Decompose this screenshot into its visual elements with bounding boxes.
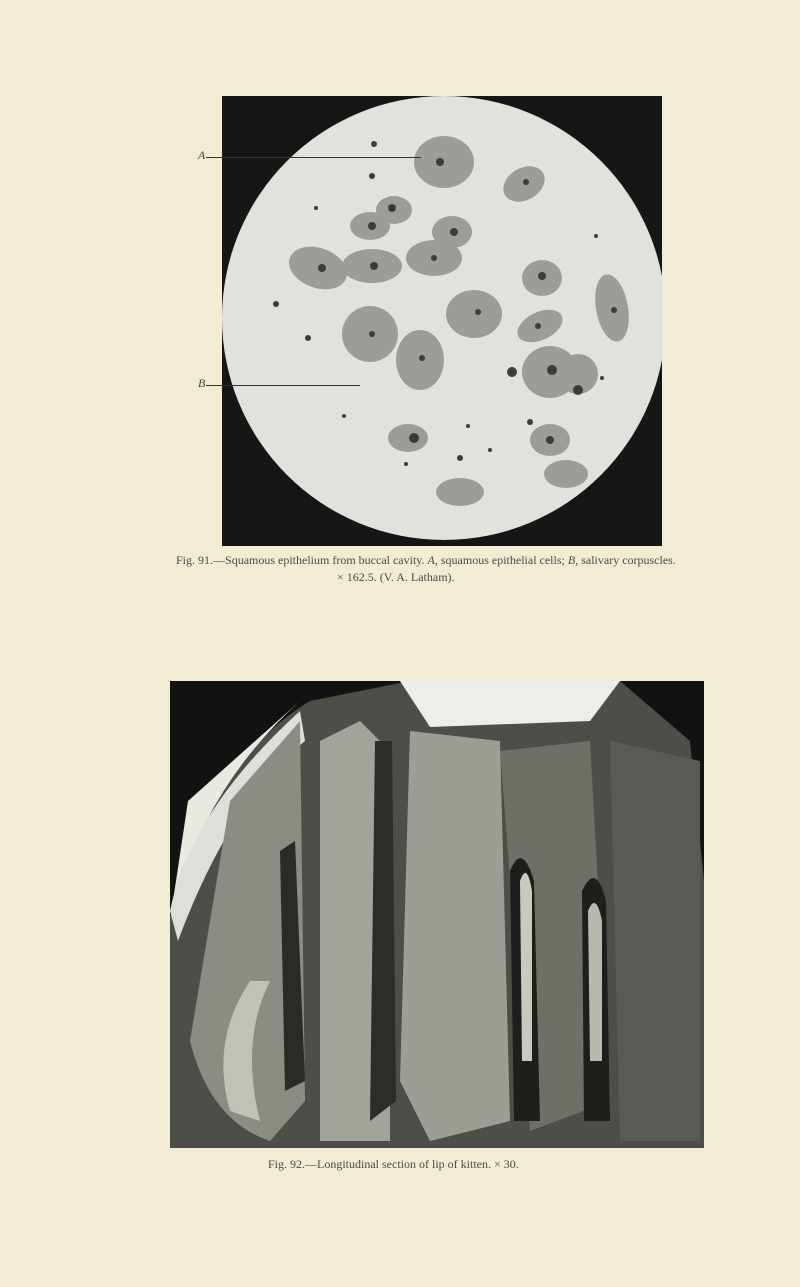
micrograph-image [222, 96, 662, 546]
micrograph-image [170, 681, 704, 1148]
micrograph-lip-section [170, 681, 704, 1148]
leader-line-a [206, 157, 421, 158]
leader-line-b [206, 385, 360, 386]
figure-92-caption: Fig. 92.—Longitudinal section of lip of kitten. × 30. [268, 1157, 519, 1171]
caption-text: —Squamous epithelium from buccal cavity. [213, 553, 428, 567]
caption-fig-label: Fig. 91. [176, 553, 214, 567]
label-b: B [198, 376, 206, 390]
label-a: A [198, 148, 206, 162]
caption-b-text: , salivary corpuscles. [575, 553, 676, 567]
caption-a-ref: A [427, 553, 435, 567]
caption-b-ref: B [567, 553, 576, 567]
figure-91-caption-line2: × 162.5. (V. A. Latham). [337, 570, 455, 584]
figure-91-caption [176, 552, 676, 569]
micrograph-squamous-epithelium [222, 96, 662, 546]
caption-a-text: , squamous epithelial cells; [434, 553, 568, 567]
